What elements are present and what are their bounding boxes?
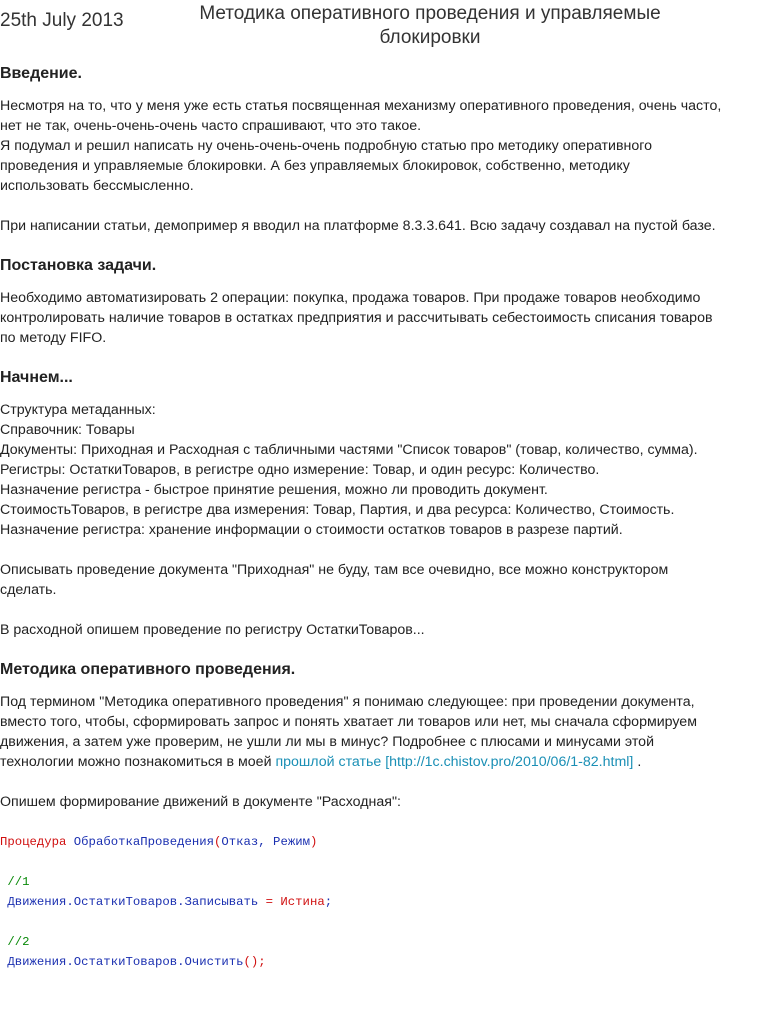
text-line: вместо того, чтобы, сформировать запрос и понять хватает ли товаров или нет, мы сначала сформируем — [0, 714, 697, 730]
code-gap — [0, 912, 768, 932]
code-punct: ; — [324, 895, 333, 909]
code-punct: (); — [243, 955, 266, 969]
text-line: Документы: Приходная и Расходная с табличными частями "Список товаров" (товар, количество, сумма). — [0, 442, 698, 458]
task-paragraph — [0, 288, 768, 348]
code-block — [0, 832, 768, 972]
code-comment: //2 — [0, 935, 30, 949]
text-line: сделать. — [0, 582, 57, 598]
movements-paragraph: Опишем формирование движений в документе "Расходная": — [0, 794, 401, 810]
method-paragraph — [0, 692, 768, 772]
code-comment: //1 — [0, 875, 30, 889]
code-keyword: Истина — [280, 895, 325, 909]
text-line: Под термином "Методика оперативного проведения" я понимаю следующее: при проведении документа, — [0, 694, 695, 710]
intro-paragraph-2 — [0, 136, 768, 196]
text-line — [0, 752, 768, 772]
text-segment: технологии можно познакомиться в моей — [0, 754, 276, 770]
code-keyword: Процедура — [0, 835, 67, 849]
intro-paragraph — [0, 96, 768, 136]
code-identifier: Движения.ОстаткиТоваров.Записывать — [0, 895, 259, 909]
text-line: Назначение регистра - быстрое принятие решения, можно ли проводить документ. — [0, 482, 548, 498]
code-line — [0, 952, 768, 972]
text-line: проведения и управляемые блокировки. А без управляемых блокировок, собственно, методику — [0, 158, 630, 174]
code-args: Отказ, Режим — [221, 835, 310, 849]
heading-intro: Введение. — [0, 65, 82, 82]
post-date: 25th July 2013 — [0, 10, 124, 31]
text-line: нет не так, очень-очень-очень часто спрашивают, что это такое. — [0, 118, 422, 134]
page-title: Методика оперативного проведения и управляемые блокировки — [199, 3, 661, 48]
code-line — [0, 892, 768, 912]
text-line: Я подумал и решил написать ну очень-очень-очень подробную статью про методику оперативного — [0, 138, 652, 154]
text-line: Необходимо автоматизировать 2 операции: покупка, продажа товаров. При продаже товаров необходимо — [0, 290, 701, 306]
code-punct: ( — [214, 835, 222, 849]
code-identifier: ОбработкаПроведения — [66, 835, 215, 849]
code-line — [0, 872, 768, 892]
code-punct: ) — [309, 835, 318, 849]
article-body — [0, 64, 768, 832]
platform-paragraph: При написании статьи, демопример я вводил на платформе 8.3.3.641. Всю задачу создавал на пустой базе. — [0, 218, 716, 234]
heading-method: Методика оперативного проведения. — [0, 661, 296, 678]
text-line: использовать бессмысленно. — [0, 178, 194, 194]
previous-article-link[interactable]: прошлой статье [http://1c.chistov.pro/2010/06/1-82.html] — [275, 754, 634, 770]
metadata-list — [0, 400, 768, 540]
text-line: контролировать наличие товаров в остатках предприятия и рассчитывать себестоимость списания товаров — [0, 310, 713, 326]
incoming-paragraph — [0, 560, 768, 600]
code-line — [0, 832, 768, 852]
heading-start: Начнем... — [0, 369, 73, 386]
text-line: Описывать проведение документа "Приходная" не буду, там все очевидно, все можно конструктором — [0, 562, 669, 578]
heading-task: Постановка задачи. — [0, 257, 157, 274]
code-listing — [0, 832, 768, 972]
code-line — [0, 932, 768, 952]
text-line: Структура метаданных: — [0, 402, 156, 418]
code-identifier: Движения.ОстаткиТоваров.Очистить — [0, 955, 244, 969]
page-header — [0, 0, 768, 58]
code-punct: = — [258, 895, 281, 909]
text-line: Справочник: Товары — [0, 422, 135, 438]
text-line: СтоимостьТоваров, в регистре два измерения: Товар, Партия, и два ресурса: Количество, Стоимость. — [0, 502, 675, 518]
text-line: Регистры: ОстаткиТоваров, в регистре одно измерение: Товар, и один ресурс: Количество. — [0, 462, 600, 478]
code-gap — [0, 852, 768, 872]
text-segment: . — [633, 754, 642, 770]
text-line: Назначение регистра: хранение информации о стоимости остатков товаров в разрезе партий. — [0, 522, 623, 538]
text-line: движения, а затем уже проверим, не ушли ли мы в минус? Подробнее с плюсами и минусами этой — [0, 734, 654, 750]
text-line: по методу FIFO. — [0, 330, 107, 346]
text-line: Несмотря на то, что у меня уже есть статья посвященная механизму оперативного проведения, очень часто, — [0, 98, 722, 114]
outgoing-paragraph: В расходной опишем проведение по регистру ОстаткиТоваров... — [0, 622, 425, 638]
